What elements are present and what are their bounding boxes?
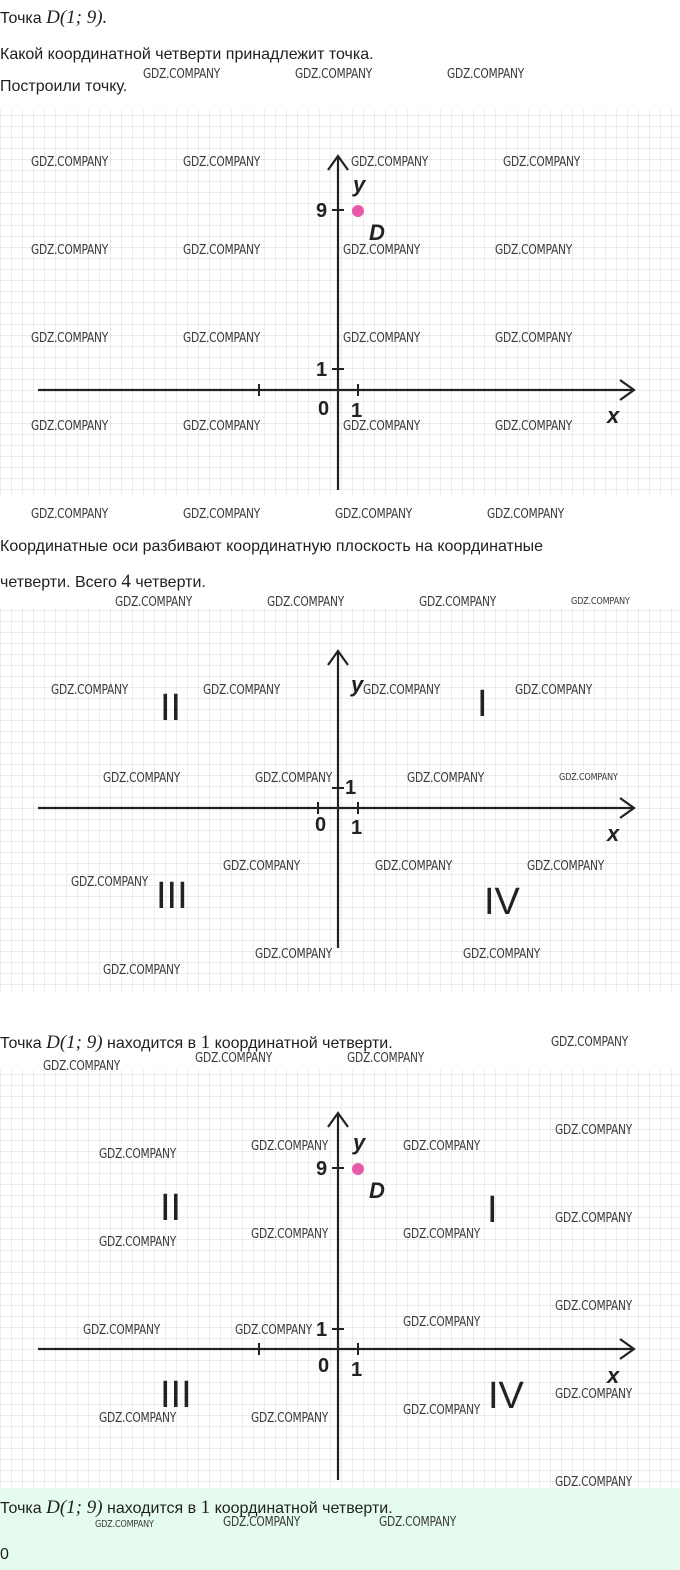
watermark: GDZ.COMPANY — [495, 419, 573, 434]
watermark: GDZ.COMPANY — [195, 1051, 273, 1066]
quadrant-label-4: IV — [484, 881, 520, 923]
watermark: GDZ.COMPANY — [419, 595, 497, 610]
question-text: Какой координатной четверти принадлежит точка. — [0, 46, 374, 63]
watermark: GDZ.COMPANY — [99, 1147, 177, 1162]
watermark: GDZ.COMPANY — [183, 155, 261, 170]
watermark: GDZ.COMPANY — [495, 243, 573, 258]
watermark: GDZ.COMPANY — [343, 419, 421, 434]
watermark: GDZ.COMPANY — [267, 595, 345, 610]
watermark: GDZ.COMPANY — [251, 1411, 329, 1426]
origin-label: 0 — [318, 398, 330, 420]
watermark: GDZ.COMPANY — [143, 67, 221, 82]
watermark: GDZ.COMPANY — [31, 507, 109, 522]
explanation-prefix: четверти. Всего — [0, 574, 117, 591]
coordinate-plane-2 — [0, 608, 680, 992]
watermark: GDZ.COMPANY — [527, 859, 605, 874]
quadrant-label-1: I — [477, 683, 488, 725]
watermark: GDZ.COMPANY — [403, 1315, 481, 1330]
y-axis-label: y — [353, 1130, 366, 1155]
watermark: GDZ.COMPANY — [515, 683, 593, 698]
answer-num: 1 — [200, 1497, 211, 1518]
x-unit-label: 1 — [351, 1359, 363, 1381]
watermark: GDZ.COMPANY — [495, 331, 573, 346]
watermark: GDZ.COMPANY — [403, 1227, 481, 1242]
watermark: GDZ.COMPANY — [295, 67, 373, 82]
watermark: GDZ.COMPANY — [351, 155, 429, 170]
x-axis-label: x — [607, 821, 620, 846]
quadrant-label-4: IV — [488, 1375, 524, 1417]
watermark: GDZ.COMPANY — [251, 1139, 329, 1154]
watermark: GDZ.COMPANY — [463, 947, 541, 962]
watermark: GDZ.COMPANY — [223, 859, 301, 874]
origin-label: 0 — [318, 1355, 330, 1377]
watermark: GDZ.COMPANY — [183, 243, 261, 258]
quadrant-label-3: III — [156, 875, 188, 917]
x-unit-label: 1 — [351, 400, 363, 422]
watermark: GDZ.COMPANY — [555, 1299, 633, 1314]
watermark: GDZ.COMPANY — [31, 331, 109, 346]
watermark: GDZ.COMPANY — [347, 1051, 425, 1066]
watermark: GDZ.COMPANY — [555, 1387, 633, 1402]
watermark: GDZ.COMPANY — [255, 771, 333, 786]
watermark: GDZ.COMPANY — [103, 963, 181, 978]
y-axis-label: y — [353, 172, 366, 197]
watermark: GDZ.COMPANY — [251, 1227, 329, 1242]
quadrant-label-2: II — [160, 687, 182, 729]
watermark: GDZ.COMPANY — [487, 507, 565, 522]
watermark: GDZ.COMPANY — [555, 1123, 633, 1138]
explanation-suffix: четверти. — [135, 574, 206, 591]
result-expr: D(1; 9) — [46, 1032, 103, 1053]
watermark: GDZ.COMPANY — [559, 772, 618, 783]
built-text: Построили точку. — [0, 78, 128, 95]
quadrant-label-2: II — [160, 1187, 182, 1229]
watermark: GDZ.COMPANY — [51, 683, 129, 698]
watermark: GDZ.COMPANY — [343, 243, 421, 258]
task-title — [0, 8, 107, 29]
watermark: GDZ.COMPANY — [447, 67, 525, 82]
watermark: GDZ.COMPANY — [43, 1059, 121, 1074]
result-num: 1 — [200, 1032, 211, 1053]
watermark: GDZ.COMPANY — [235, 1323, 313, 1338]
x-axis-label: x — [607, 1363, 620, 1388]
result-prefix: Точка — [0, 1035, 42, 1052]
answer-line — [0, 1497, 393, 1520]
watermark: GDZ.COMPANY — [255, 947, 333, 962]
watermark: GDZ.COMPANY — [335, 507, 413, 522]
point-d-marker — [352, 205, 364, 217]
watermark: GDZ.COMPANY — [551, 1035, 629, 1050]
watermark: GDZ.COMPANY — [223, 1515, 301, 1530]
y-unit-label: 1 — [316, 359, 328, 381]
watermark: GDZ.COMPANY — [503, 155, 581, 170]
point-d-label: D — [369, 1178, 385, 1203]
watermark: GDZ.COMPANY — [571, 596, 630, 607]
watermark: GDZ.COMPANY — [407, 771, 485, 786]
point-y-label: 9 — [316, 1158, 328, 1180]
watermark: GDZ.COMPANY — [31, 419, 109, 434]
watermark: GDZ.COMPANY — [375, 859, 453, 874]
origin-label: 0 — [315, 814, 327, 836]
quarter-count: 4 — [121, 571, 131, 592]
answer-prefix: Точка — [0, 1500, 42, 1517]
watermark: GDZ.COMPANY — [403, 1403, 481, 1418]
explanation-line-1: Координатные оси разбивают координатную плоскость на координатные — [0, 538, 544, 555]
watermark: GDZ.COMPANY — [203, 683, 281, 698]
watermark: GDZ.COMPANY — [115, 595, 193, 610]
point-expr: D(1; 9). — [46, 7, 108, 28]
point-d-label: D — [369, 220, 385, 245]
watermark: GDZ.COMPANY — [183, 507, 261, 522]
watermark: GDZ.COMPANY — [99, 1235, 177, 1250]
watermark: GDZ.COMPANY — [71, 875, 149, 890]
result-suffix: координатной четверти. — [214, 1035, 393, 1052]
y-unit-label: 1 — [345, 777, 357, 799]
graph-quadrants — [0, 608, 680, 992]
x-axis-label: x — [607, 403, 620, 428]
answer-suffix: координатной четверти. — [214, 1500, 393, 1517]
point-y-label: 9 — [316, 200, 328, 222]
watermark: GDZ.COMPANY — [183, 331, 261, 346]
answer-value: 0 — [0, 1546, 9, 1563]
watermark: GDZ.COMPANY — [363, 683, 441, 698]
point-prefix: Точка — [0, 10, 42, 27]
watermark: GDZ.COMPANY — [403, 1139, 481, 1154]
watermark: GDZ.COMPANY — [83, 1323, 161, 1338]
watermark: GDZ.COMPANY — [555, 1211, 633, 1226]
watermark: GDZ.COMPANY — [379, 1515, 457, 1530]
y-axis-label: y — [351, 672, 364, 697]
point-d-marker — [352, 1163, 364, 1175]
watermark: GDZ.COMPANY — [555, 1475, 633, 1490]
quadrant-label-3: III — [160, 1374, 192, 1416]
watermark: GDZ.COMPANY — [99, 1411, 177, 1426]
y-unit-label: 1 — [316, 1319, 328, 1341]
result-mid: находится в — [107, 1035, 197, 1052]
answer-mid: находится в — [107, 1500, 197, 1517]
watermark: GDZ.COMPANY — [31, 243, 109, 258]
quadrant-label-1: I — [487, 1189, 498, 1231]
watermark: GDZ.COMPANY — [103, 771, 181, 786]
watermark: GDZ.COMPANY — [343, 331, 421, 346]
explanation-line-2 — [0, 572, 206, 593]
answer-expr: D(1; 9) — [46, 1497, 103, 1518]
watermark: GDZ.COMPANY — [183, 419, 261, 434]
watermark: GDZ.COMPANY — [95, 1519, 154, 1530]
x-unit-label: 1 — [351, 817, 363, 839]
watermark: GDZ.COMPANY — [31, 155, 109, 170]
